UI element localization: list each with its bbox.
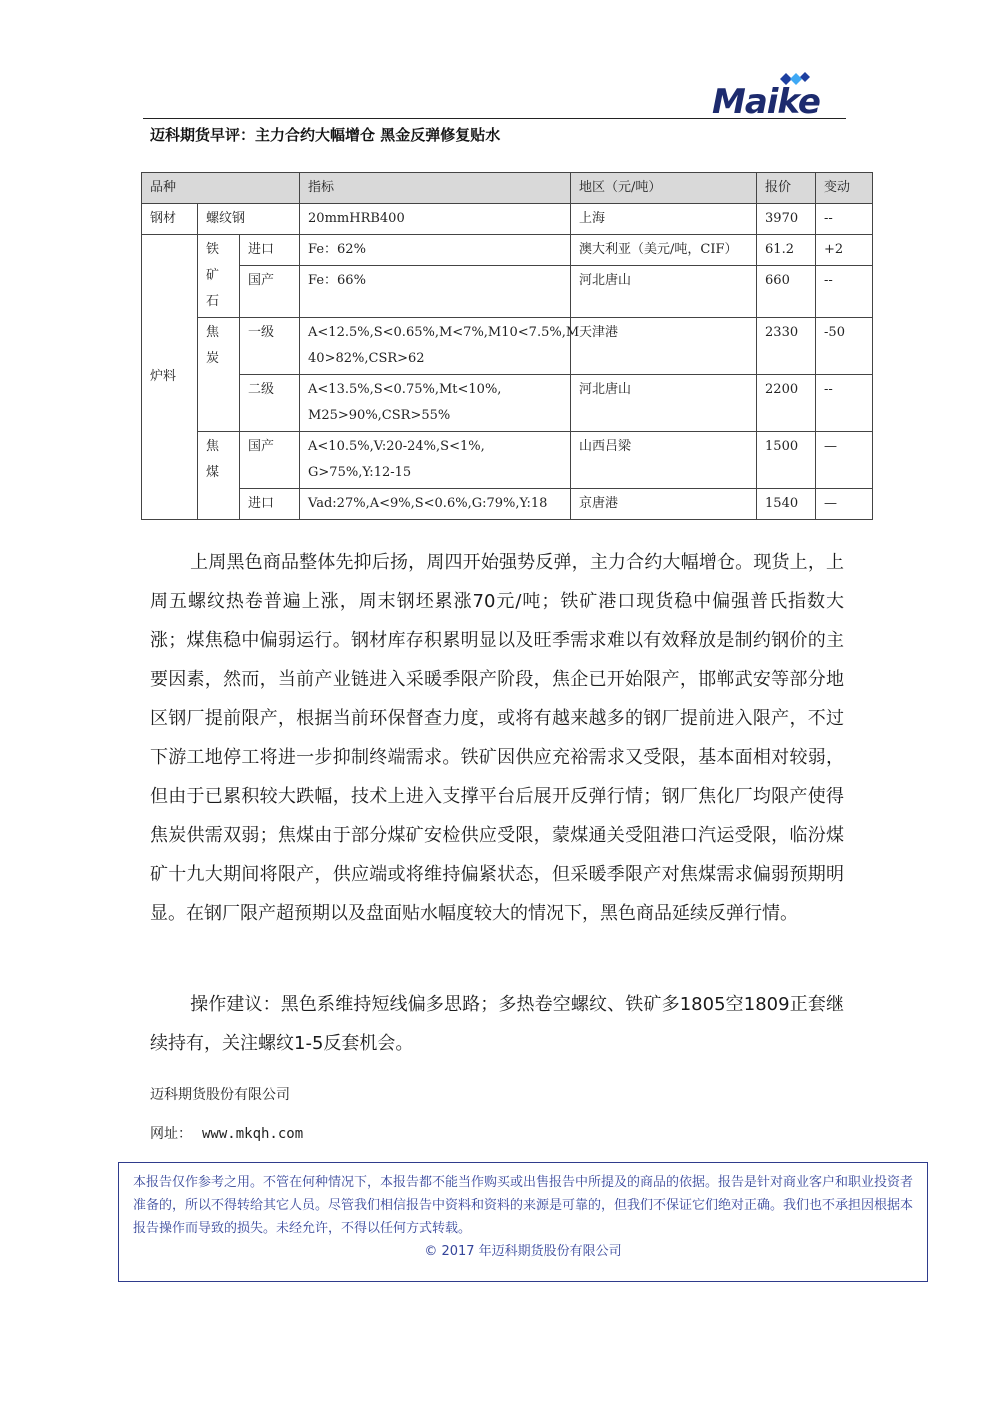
copyright-notice: © 2017 年迈科期货股份有限公司 — [424, 1244, 622, 1259]
coke-grade2-spec: A<13.5%,S<0.75%,Mt<10%, M25>90%,CSR>55% — [300, 375, 571, 432]
coking-coal-import-sub: 进口 — [240, 489, 300, 520]
coking-coal-import-price: 1540 — [757, 489, 816, 520]
steel-price: 3970 — [757, 204, 816, 235]
iron-ore-domestic-spec: Fe：66% — [300, 266, 571, 318]
disclaimer-box — [118, 1162, 928, 1282]
steel-name: 螺纹钢 — [198, 204, 300, 235]
market-commentary-paragraph: 上周黑色商品整体先抑后扬，周四开始强势反弹，主力合约大幅增仓。现货上，上周五螺纹热卷普遍上涨，周末钢坯累涨70元/吨；铁矿港口现货稳中偏强普氏指数大涨；煤焦稳中偏弱运行。钢材库存积累明显以及旺季需求难以有效释放是制约钢价的主要因素，然而，当前产业链进入采暖季限产阶段，焦企已开始限产，邯郸武安等部分地区钢厂提前限产，根据当前环保督查力度，或将有越来越多的钢厂提前进入限产，不过下游工地停工将进一步抑制终端需求。铁矿因供应充裕需求又受限，基本面相对较弱，但由于已累积较大跌幅，技术上进入支撑平台后展开反弹行情；钢厂焦化厂均限产使得焦炭供需双弱；焦煤由于部分煤矿安检供应受限，蒙煤通关受阻港口汽运受限，临汾煤矿十九大期间将限产，供应端或将维持偏紧状态，但采暖季限产对焦煤需求偏弱预期明显。在钢厂限产超预期以及盘面贴水幅度较大的情况下，黑色商品延续反弹行情。 — [150, 552, 844, 924]
iron-ore-import-sub: 进口 — [240, 235, 300, 266]
coking-coal-import-region: 京唐港 — [571, 489, 757, 520]
coking-coal-domestic-region: 山西吕梁 — [571, 432, 757, 489]
company-name: 迈科期货股份有限公司 — [150, 1087, 290, 1103]
header-price: 报价 — [757, 173, 816, 204]
website-link[interactable]: www.mkqh.com — [202, 1126, 304, 1142]
header-region: 地区（元/吨） — [571, 173, 757, 204]
steel-category: 钢材 — [142, 204, 198, 235]
table-row — [142, 235, 873, 266]
iron-ore-label: 铁 矿 石 — [198, 235, 240, 318]
coke-grade2-price: 2200 — [757, 375, 816, 432]
page-title: 迈科期货早评：主力合约大幅增仓 黑金反弹修复贴水 — [150, 126, 501, 144]
coking-coal-import-spec: Vad:27%,A<9%,S<0.6%,G:79%,Y:18 — [300, 489, 571, 520]
coking-coal-domestic-spec: A<10.5%,V:20-24%,S<1%, G>75%,Y:12-15 — [300, 432, 571, 489]
coke-grade1-region: 天津港 — [571, 318, 757, 375]
coke-grade1-spec: A<12.5%,S<0.65%,M<7%,M10<7.5%,M 40>82%,CSR>62 — [300, 318, 571, 375]
furnace-category: 炉料 — [142, 235, 198, 520]
iron-ore-domestic-region: 河北唐山 — [571, 266, 757, 318]
coke-grade2-change: -- — [816, 375, 873, 432]
header-variety: 品种 — [142, 173, 300, 204]
price-table — [141, 172, 873, 520]
coking-coal-domestic-sub: 国产 — [240, 432, 300, 489]
coking-coal-domestic-change: — — [816, 432, 873, 489]
coking-coal-label: 焦 煤 — [198, 432, 240, 520]
trading-advice-paragraph: 操作建议：黑色系维持短线偏多思路；多热卷空螺纹、铁矿多1805空1809正套继续持有，关注螺纹1-5反套机会。 — [150, 994, 844, 1054]
table-header-row — [142, 173, 873, 204]
coke-grade1-change: -50 — [816, 318, 873, 375]
coking-coal-domestic-price: 1500 — [757, 432, 816, 489]
steel-spec: 20mmHRB400 — [300, 204, 571, 235]
header-change: 变动 — [816, 173, 873, 204]
iron-ore-domestic-sub: 国产 — [240, 266, 300, 318]
coke-grade2-sub: 二级 — [240, 375, 300, 432]
steel-change: -- — [816, 204, 873, 235]
logo-text: Maike — [712, 82, 820, 122]
coke-grade1-sub: 一级 — [240, 318, 300, 375]
website-line — [150, 1122, 303, 1146]
maike-logo — [712, 70, 847, 120]
coke-grade1-price: 2330 — [757, 318, 816, 375]
table-row — [142, 266, 873, 318]
iron-ore-import-change: +2 — [816, 235, 873, 266]
header-indicator: 指标 — [300, 173, 571, 204]
table-row — [142, 318, 873, 375]
iron-ore-import-region: 澳大利亚（美元/吨，CIF） — [571, 235, 757, 266]
coke-label: 焦 炭 — [198, 318, 240, 432]
steel-region: 上海 — [571, 204, 757, 235]
iron-ore-import-price: 61.2 — [757, 235, 816, 266]
table-row — [142, 489, 873, 520]
website-label: 网址： — [150, 1126, 192, 1142]
coking-coal-import-change: — — [816, 489, 873, 520]
disclaimer-text: 本报告仅作参考之用。不管在何种情况下，本报告都不能当作购买或出售报告中所提及的商品的依据。报告是针对商业客户和职业投资者准备的，所以不得转给其它人员。尽管我们相信报告中资料和资料的来源是可靠的，但我们不保证它们绝对正确。我们也不承担因根据本报告操作而导致的损失。未经允许，不得以任何方式转载。 — [133, 1175, 914, 1236]
iron-ore-domestic-change: -- — [816, 266, 873, 318]
table-row — [142, 204, 873, 235]
table-row — [142, 432, 873, 489]
table-row — [142, 375, 873, 432]
coke-grade2-region: 河北唐山 — [571, 375, 757, 432]
header-divider — [143, 118, 846, 119]
iron-ore-domestic-price: 660 — [757, 266, 816, 318]
iron-ore-import-spec: Fe：62% — [300, 235, 571, 266]
